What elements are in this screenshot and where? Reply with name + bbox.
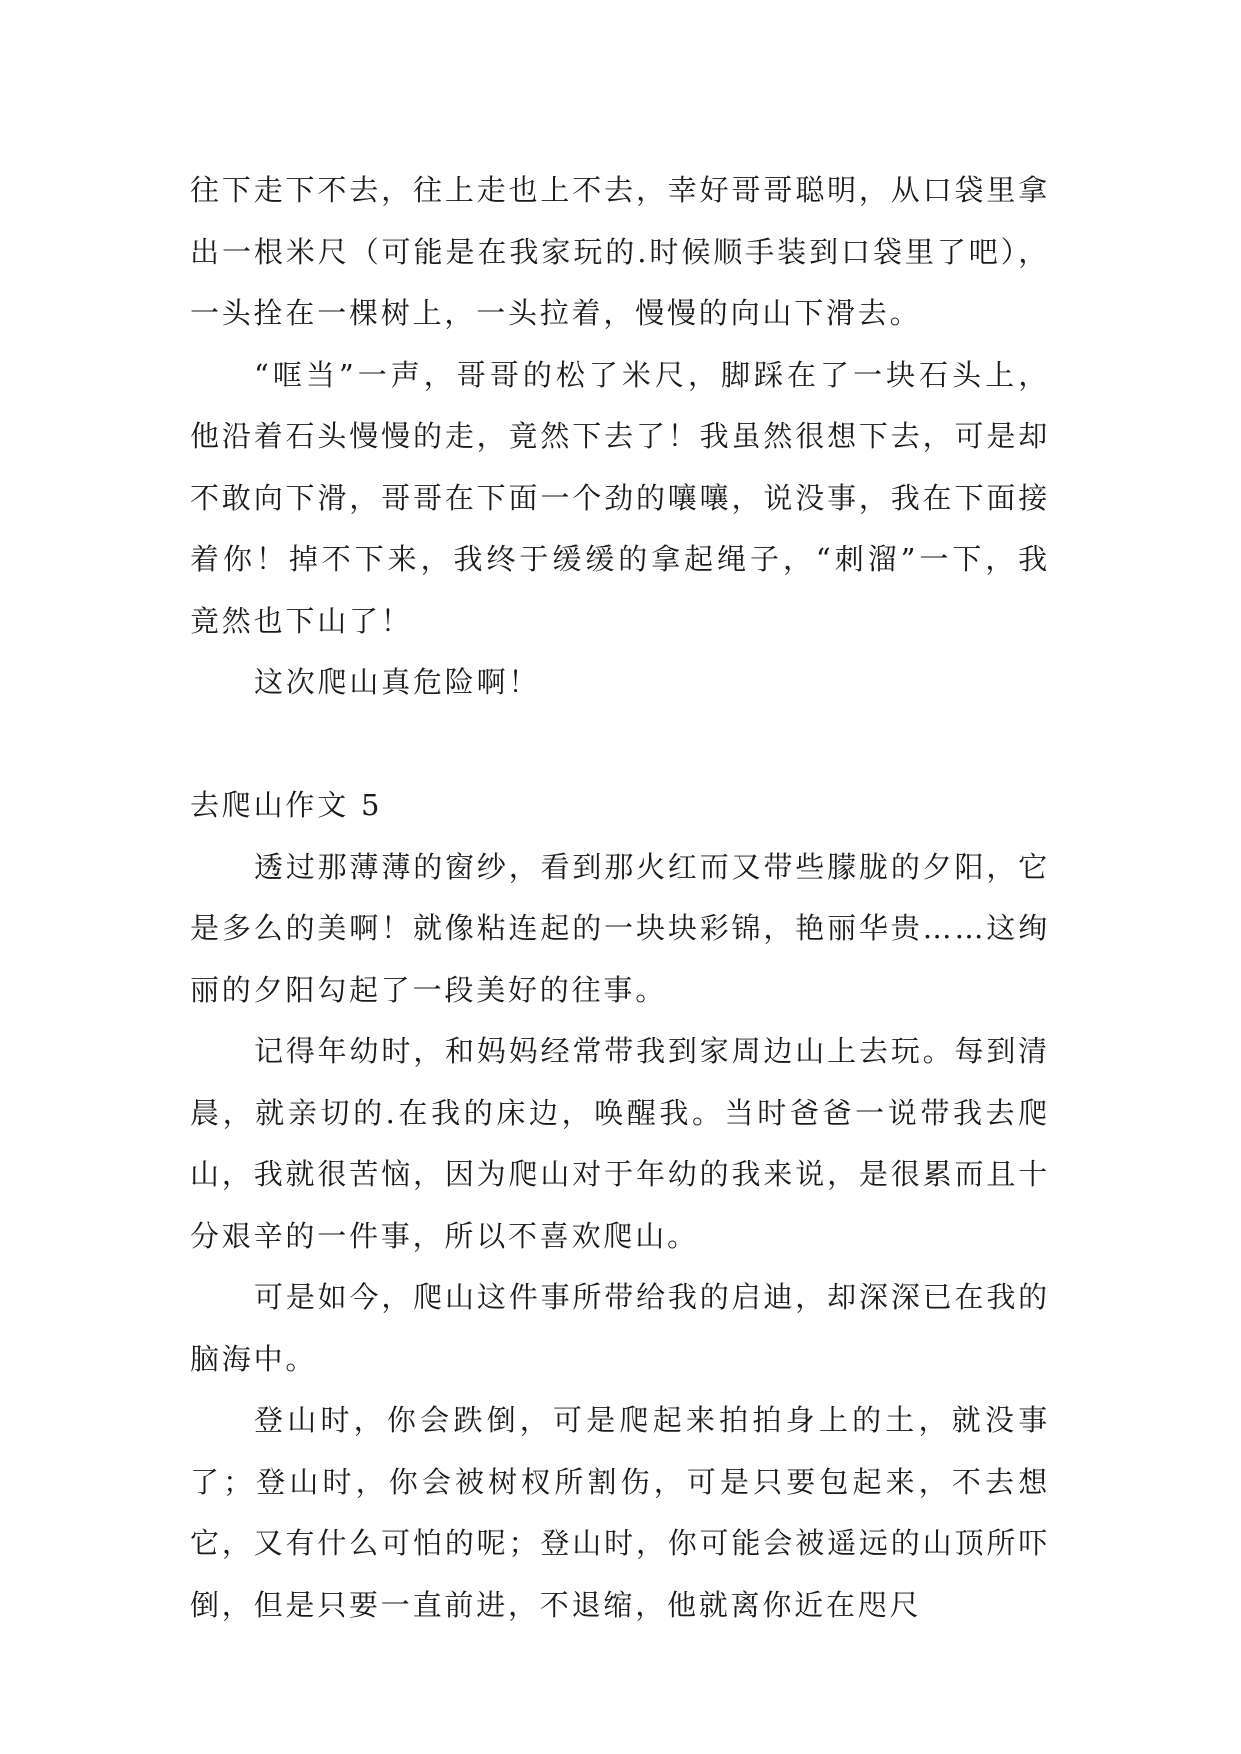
- paragraph-4: 透过那薄薄的窗纱，看到那火红而又带些朦胧的夕阳，它是多么的美啊！就像粘连起的一块块彩锦，艳丽华贵……这绚丽的夕阳勾起了一段美好的往事。: [190, 849, 1050, 1007]
- paragraph-6: 可是如今，爬山这件事所带给我的启迪，却深深已在我的脑海中。: [190, 1280, 1050, 1376]
- paragraph-3: 这次爬山真危险啊！: [254, 665, 541, 699]
- section-title: 去爬山作文 5: [190, 788, 383, 822]
- paragraph-1: 往下走下不去，往上走也上不去，幸好哥哥聪明，从口袋里拿出一根米尺（可能是在我家玩的.时候顺手装到口袋里了吧），一头拴在一棵树上，一头拉着，慢慢的向山下滑去。: [190, 173, 1050, 330]
- document-body: [190, 160, 1050, 1636]
- paragraph-2: “哐当”一声，哥哥的松了米尺，脚踩在了一块石头上，他沿着石头慢慢的走，竟然下去了！我虽然很想下去，可是却不敢向下滑，哥哥在下面一个劲的嚷嚷，说没事，我在下面接着你！掉不下来，我终于缓缓的拿起绳子，“刺溜”一下，我竟然也下山了！: [190, 357, 1050, 638]
- paragraph-5: 记得年幼时，和妈妈经常带我到家周边山上去玩。每到清晨，就亲切的.在我的床边，唤醒我。当时爸爸一说带我去爬山，我就很苦恼，因为爬山对于年幼的我来说，是很累而且十分艰辛的一件事，所以不喜欢爬山。: [190, 1034, 1050, 1253]
- section-spacer: [190, 714, 1050, 776]
- paragraph-7: 登山时，你会跌倒，可是爬起来拍拍身上的土，就没事了；登山时，你会被树杈所割伤，可是只要包起来，不去想它，又有什么可怕的呢；登山时，你可能会被遥远的山顶所吓倒，但是只要一直前进，不退缩，他就离你近在咫尺: [190, 1403, 1050, 1622]
